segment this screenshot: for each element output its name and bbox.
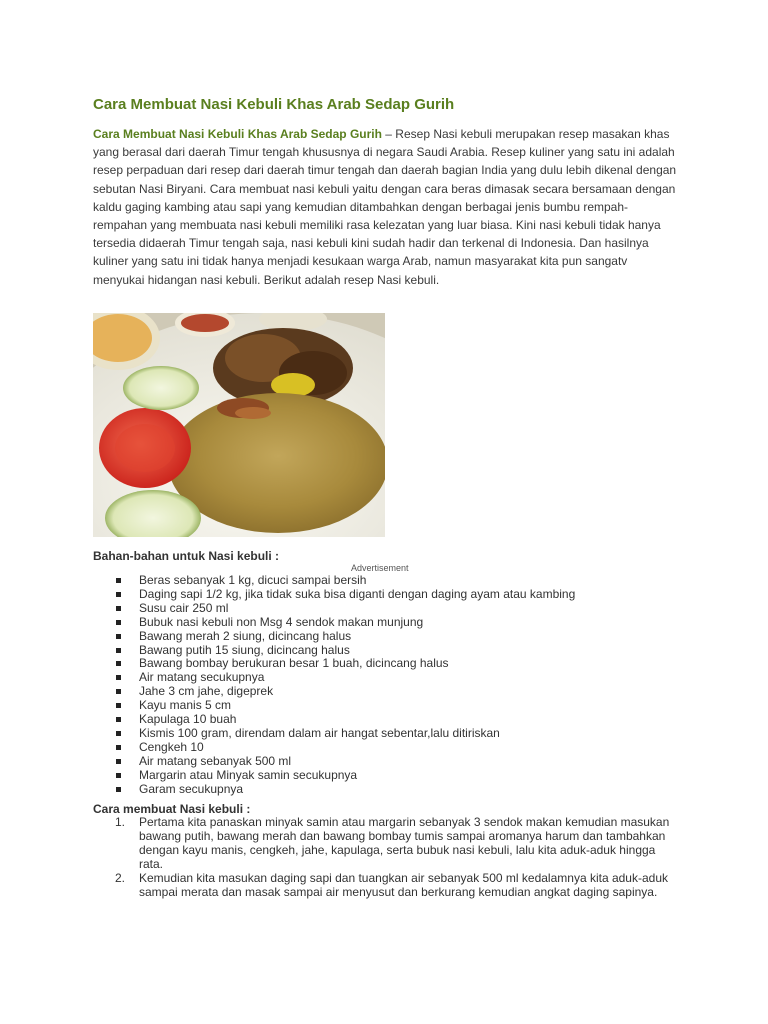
intro-lead: Cara Membuat Nasi Kebuli Khas Arab Sedap Gurih bbox=[93, 127, 382, 141]
method-steps bbox=[93, 816, 678, 899]
step-number: 1. bbox=[115, 815, 126, 829]
list-item: Susu cair 250 ml bbox=[93, 602, 678, 616]
ingredients-list bbox=[93, 574, 678, 797]
list-item: Bawang merah 2 siung, dicincang halus bbox=[93, 630, 678, 644]
ingredients-heading: Bahan-bahan untuk Nasi kebuli : bbox=[93, 549, 280, 563]
list-item: Jahe 3 cm jahe, digeprek bbox=[93, 685, 678, 699]
list-item: Margarin atau Minyak samin secukupnya bbox=[93, 769, 678, 783]
intro-paragraph bbox=[93, 125, 678, 289]
list-item: Bawang putih 15 siung, dicincang halus bbox=[93, 644, 678, 658]
list-item bbox=[93, 816, 678, 872]
list-item: Air matang secukupnya bbox=[93, 671, 678, 685]
list-item: Air matang sebanyak 500 ml bbox=[93, 755, 678, 769]
list-item: Kapulaga 10 buah bbox=[93, 713, 678, 727]
list-item: Daging sapi 1/2 kg, jika tidak suka bisa diganti dengan daging ayam atau kambing bbox=[93, 588, 678, 602]
list-item: Bubuk nasi kebuli non Msg 4 sendok makan munjung bbox=[93, 616, 678, 630]
list-item: Kayu manis 5 cm bbox=[93, 699, 678, 713]
step-text: Pertama kita panaskan minyak samin atau margarin sebanyak 3 sendok makan kemudian masukan bawang putih, bawang merah dan bawang bombay tumis sampai aromanya harum dan tambahkan dengan kayu manis, cengkeh, jahe, kapulaga, serta bubuk nasi kebuli, lalu kita aduk-aduk hingga rata. bbox=[139, 815, 670, 871]
list-item: Bawang bombay berukuran besar 1 buah, dicincang halus bbox=[93, 657, 678, 671]
list-item: Kismis 100 gram, direndam dalam air hangat sebentar,lalu ditiriskan bbox=[93, 727, 678, 741]
nasi-kebuli-photo bbox=[93, 313, 385, 537]
list-item: Cengkeh 10 bbox=[93, 741, 678, 755]
method-heading: Cara membuat Nasi kebuli : bbox=[93, 802, 251, 816]
list-item: Beras sebanyak 1 kg, dicuci sampai bersih bbox=[93, 574, 678, 588]
food-illustration bbox=[93, 313, 385, 537]
step-number: 2. bbox=[115, 870, 126, 885]
intro-text: – Resep Nasi kebuli merupakan resep masakan khas yang berasal dari daerah Timur tengah khususnya di negara Saudi Arabia. Resep kuliner yang satu ini adalah resep perpaduan dari resep dari daerah timur tengah dan daerah bagian India yang dulu lebih dikenal dengan sebutan Nasi Biryani. Cara membuat nasi kebuli yaitu dengan cara beras dimasak secara bersamaan dengan kaldu gaging kambing atau sapi yang kemudian ditambahkan dengan berbagai jenis bumbu rempah-rempahan yang membuata nasi kebuli memiliki rasa kelezatan yang luar biasa. Kini nasi kebuli tidak hanya tersedia didaerah Timur tengah saja, nasi kebuli kini sudah hadir dan terkenal di Indonesia. Dan hasilnya kuliner yang satu ini tidak hanya menjadi kesukaan warga Arab, namun masyarakat kita pun sangatv menyukai hidangan nasi kebuli. Berikut adalah resep Nasi kebuli. bbox=[93, 127, 677, 287]
list-item bbox=[93, 872, 678, 900]
list-item: Garam secukupnya bbox=[93, 783, 678, 797]
step-text: Kemudian kita masukan daging sapi dan tuangkan air sebanyak 500 ml kedalamnya kita aduk-aduk sampai merata dan masak sampai air menyusut dan berkurang kemudian angkat daging sapinya. bbox=[139, 870, 668, 899]
advertisement-label: Advertisement bbox=[351, 563, 409, 573]
article-title: Cara Membuat Nasi Kebuli Khas Arab Sedap Gurih bbox=[93, 96, 455, 113]
